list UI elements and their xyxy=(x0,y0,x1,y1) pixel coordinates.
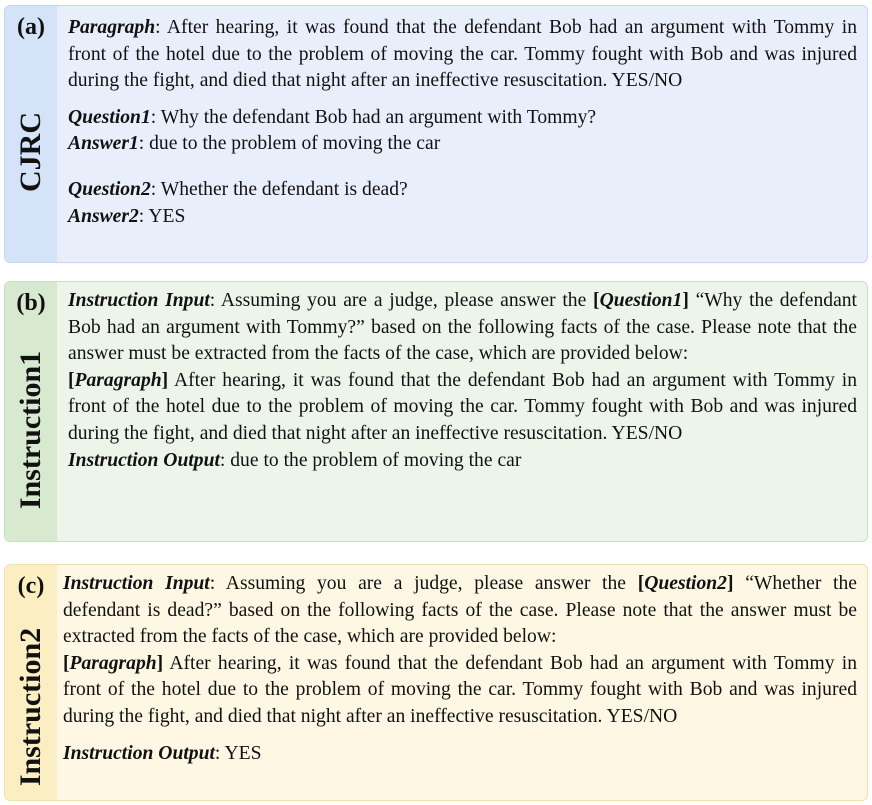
question-tag-close: ] xyxy=(726,573,734,594)
question2-text: : Whether the defendant is dead? xyxy=(150,178,408,200)
instruction-input-text-1: : Assuming you are a judge, please answer the xyxy=(209,290,594,311)
answer1-text: : due to the problem of moving the car xyxy=(138,133,441,155)
instruction-output-label: Instruction Output xyxy=(63,742,215,764)
paragraph-tag-close: ] xyxy=(161,369,169,391)
paragraph-tag-close: ] xyxy=(156,652,164,674)
panel-c-label: Instruction2 xyxy=(14,627,47,787)
instruction-input xyxy=(68,288,857,368)
answer2-label: Answer2 xyxy=(68,205,139,227)
answer1 xyxy=(68,131,857,158)
answer2 xyxy=(68,204,857,231)
panel-a-sidebar xyxy=(5,6,57,262)
panel-b-label: Instruction1 xyxy=(14,350,47,510)
instruction-output-label: Instruction Output xyxy=(68,449,220,471)
instruction-output xyxy=(68,448,857,475)
question-tag: Question2 xyxy=(644,573,727,594)
question-tag-close: ] xyxy=(682,290,689,311)
instruction-input xyxy=(63,571,857,651)
instruction-output xyxy=(63,741,857,768)
panel-b-letter: (b) xyxy=(16,290,46,316)
question-tag: Question1 xyxy=(599,290,683,311)
instruction-input-text-2: “Why the defendant Bob had an argument with Tommy?” based on the following facts of the case. Please note that the answer must be extracted from the facts of the case, which are provided below: xyxy=(68,290,858,365)
instruction-input-label: Instruction Input xyxy=(68,290,210,311)
panel-c-sidebar xyxy=(5,565,57,800)
instruction-input-text-1: : Assuming you are a judge, please answer the xyxy=(209,573,638,594)
question-tag-open: [ xyxy=(593,290,600,311)
answer2-text: : YES xyxy=(138,205,186,227)
paragraph-text: After hearing, it was found that the defendant Bob had an argument with Tommy in front of the hotel due to the problem of moving the car. Tommy fought with Bob and was injured during the fight, and died that night after an ineffective resuscitation. YES/NO xyxy=(63,652,857,727)
panel-a-label: CJRC xyxy=(14,112,47,192)
paragraph-tag-open: [ xyxy=(68,369,75,391)
panel-instruction2 xyxy=(4,564,868,801)
question2 xyxy=(68,177,857,204)
paragraph-text: : After hearing, it was found that the defendant Bob had an argument with Tommy in front of the hotel due to the problem of moving the car. Tommy fought with Bob and was injured during the fight, and died that night after an ineffective resuscitation. YES/NO xyxy=(68,17,857,92)
paragraph-label: Paragraph xyxy=(68,17,156,38)
paragraph-tag: Paragraph xyxy=(74,369,162,391)
paragraph-tag: Paragraph xyxy=(69,652,157,674)
panel-c-content xyxy=(63,571,857,767)
panel-a-content xyxy=(68,15,857,230)
paragraph xyxy=(68,15,857,95)
panel-a-letter: (a) xyxy=(17,14,45,40)
instruction-input-label: Instruction Input xyxy=(63,573,210,594)
paragraph-tag-open: [ xyxy=(63,652,70,674)
instruction-input-text-2: “Whether the defendant is dead?” based on the following facts of the case. Please note that the answer must be extracted from the facts of the case, which are provided below: xyxy=(63,573,857,648)
question1-text: : Why the defendant Bob had an argument with Tommy? xyxy=(150,106,597,128)
question-tag-open: [ xyxy=(637,573,645,594)
instruction-paragraph xyxy=(68,368,857,448)
panel-b-sidebar xyxy=(5,282,57,541)
paragraph-text: After hearing, it was found that the defendant Bob had an argument with Tommy in front of the hotel due to the problem of moving the car. Tommy fought with Bob and was injured during the fight, and died that night after an ineffective resuscitation. YES/NO xyxy=(68,369,857,444)
question1-label: Question1 xyxy=(68,106,151,128)
panel-cjrc xyxy=(4,5,868,263)
question2-label: Question2 xyxy=(68,178,151,200)
instruction-paragraph xyxy=(63,651,857,731)
answer1-label: Answer1 xyxy=(68,133,139,155)
instruction-output-text: : due to the problem of moving the car xyxy=(219,449,522,471)
panel-b-content xyxy=(68,288,857,474)
panel-c-letter: (c) xyxy=(17,573,45,599)
panel-instruction1 xyxy=(4,281,868,542)
question1 xyxy=(68,105,857,132)
instruction-output-text: : YES xyxy=(214,742,262,764)
